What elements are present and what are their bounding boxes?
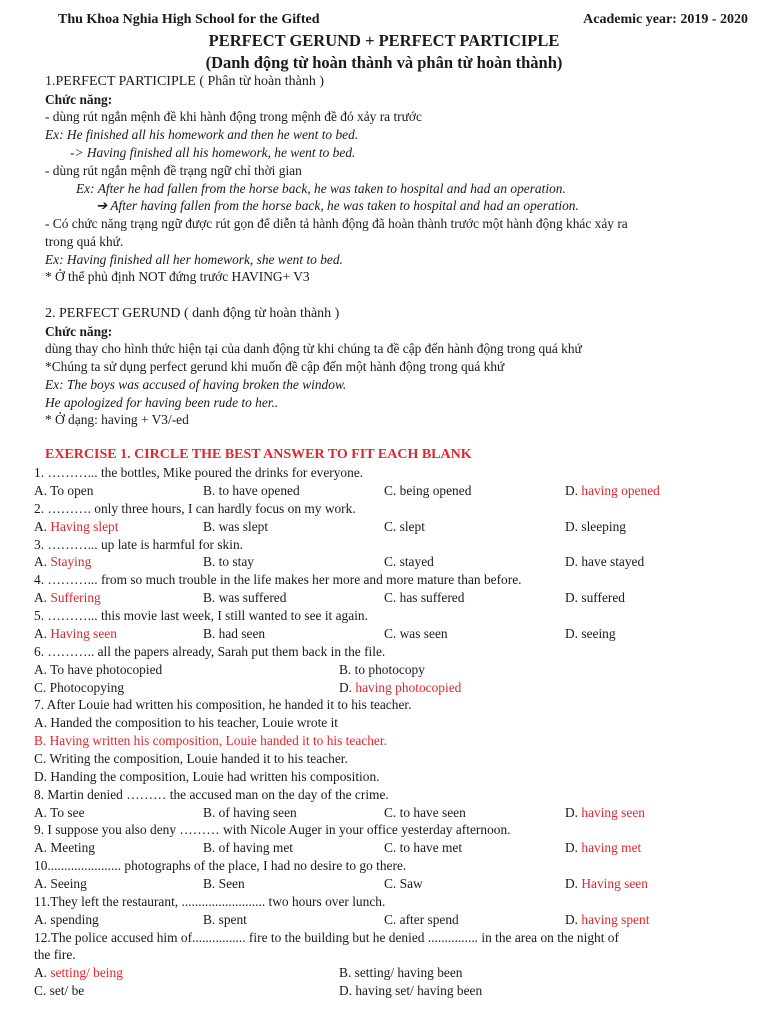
- q12-option-a[interactable]: [34, 964, 123, 982]
- option-letter: D.: [565, 840, 582, 855]
- question-12: 12.The police accused him of................ fire to the building but he denied ............... in the area on the night of: [34, 930, 619, 945]
- q11-option-a[interactable]: A. spending: [34, 912, 99, 927]
- page-title: PERFECT GERUND + PERFECT PARTICIPLE: [208, 31, 560, 50]
- q11-option-b[interactable]: B. spent: [203, 912, 247, 927]
- correct-answer: having seen: [581, 805, 645, 820]
- correct-answer: setting/ being: [50, 965, 123, 980]
- q12-option-c[interactable]: C. set/ be: [34, 983, 85, 998]
- question-10: 10...................... photographs of the place, I had no desire to go there.: [34, 858, 407, 873]
- section2-heading: 2. PERFECT GERUND ( danh động từ hoàn thành ): [45, 306, 340, 321]
- page-header: [58, 12, 748, 30]
- question-2: 2. ………. only three hours, I can hardly focus on my work.: [34, 501, 356, 516]
- q9-option-b[interactable]: B. of having met: [203, 840, 294, 855]
- exercise-heading: EXERCISE 1. CIRCLE THE BEST ANSWER TO FIT EACH BLANK: [45, 447, 472, 462]
- option-letter: B.: [34, 733, 50, 748]
- question-4: 4. ………... from so much trouble in the life makes her more and more mature than before.: [34, 572, 522, 587]
- q9-option-d[interactable]: [565, 839, 641, 857]
- section1-heading: 1.PERFECT PARTICIPLE ( Phân từ hoàn thành ): [45, 74, 324, 89]
- section1-function-label: Chức năng:: [45, 92, 113, 107]
- option-letter: D.: [565, 912, 582, 927]
- section1-line: - dùng rút ngắn mệnh đề trạng ngữ chỉ thời gian: [45, 163, 302, 178]
- q2-option-a[interactable]: [34, 518, 118, 536]
- academic-year: Academic year: 2019 - 2020: [583, 12, 748, 27]
- option-letter: A.: [34, 590, 51, 605]
- q3-option-a[interactable]: [34, 553, 91, 571]
- correct-answer: having photocopied: [355, 680, 462, 695]
- q7-option-a[interactable]: A. Handed the composition to his teacher, Louie wrote it: [34, 715, 339, 730]
- q8-option-b[interactable]: B. of having seen: [203, 805, 297, 820]
- correct-answer: Staying: [50, 554, 92, 569]
- correct-answer: Having written his composition, Louie handed it to his teacher.: [49, 733, 387, 748]
- question-9: 9. I suppose you also deny ……… with Nicole Auger in your office yesterday afternoon.: [34, 822, 511, 837]
- q7-option-c[interactable]: C. Writing the composition, Louie handed it to his teacher.: [34, 751, 348, 766]
- q8-option-a[interactable]: A. To see: [34, 805, 85, 820]
- q4-option-d[interactable]: D. suffered: [565, 590, 625, 605]
- option-letter: D.: [565, 876, 582, 891]
- q3-option-c[interactable]: C. stayed: [384, 554, 434, 569]
- q3-option-d[interactable]: D. have stayed: [565, 554, 645, 569]
- section2-line: *Chúng ta sử dụng perfect gerund khi muốn đề cập đến một hành động trong quá khứ: [45, 359, 505, 374]
- q7-option-d[interactable]: D. Handing the composition, Louie had written his composition.: [34, 769, 380, 784]
- correct-answer: having spent: [581, 912, 650, 927]
- question-3: 3. ………... up late is harmful for skin.: [34, 537, 244, 552]
- question-7: 7. After Louie had written his composition, he handed it to his teacher.: [34, 697, 412, 712]
- section1-line: - dùng rút ngắn mệnh đề khi hành động trong mệnh đề đó xảy ra trước: [45, 109, 422, 124]
- question-6: 6. ……….. all the papers already, Sarah put them back in the file.: [34, 644, 386, 659]
- question-8: 8. Martin denied ……… the accused man on the day of the crime.: [34, 787, 389, 802]
- correct-answer: Having seen: [581, 876, 648, 891]
- correct-answer: having opened: [581, 483, 660, 498]
- q1-option-a[interactable]: A. To open: [34, 483, 94, 498]
- option-letter: D.: [339, 680, 356, 695]
- option-letter: A.: [34, 626, 51, 641]
- question-12-continued: the fire.: [34, 947, 76, 962]
- q10-option-b[interactable]: B. Seen: [203, 876, 245, 891]
- option-letter: D.: [565, 805, 582, 820]
- q7-option-b[interactable]: [34, 732, 387, 750]
- q4-option-a[interactable]: [34, 589, 101, 607]
- q12-option-b[interactable]: B. setting/ having been: [339, 965, 463, 980]
- q6-option-c[interactable]: C. Photocopying: [34, 680, 125, 695]
- q1-option-d[interactable]: [565, 482, 660, 500]
- correct-answer: Having slept: [50, 519, 119, 534]
- q11-option-d[interactable]: [565, 911, 649, 929]
- q2-option-d[interactable]: D. sleeping: [565, 519, 626, 534]
- option-letter: A.: [34, 554, 51, 569]
- section2-function-label: Chức năng:: [45, 324, 113, 339]
- q2-option-b[interactable]: B. was slept: [203, 519, 269, 534]
- q10-option-d[interactable]: [565, 875, 648, 893]
- page-subtitle: (Danh động từ hoàn thành và phân từ hoàn thành): [205, 53, 563, 72]
- section1-example: Ex: After he had fallen from the horse back, he was taken to hospital and had an operation.: [76, 181, 566, 196]
- option-letter: A.: [34, 519, 51, 534]
- section1-example: Ex: He finished all his homework and then he went to bed.: [45, 127, 359, 142]
- q1-option-c[interactable]: C. being opened: [384, 483, 472, 498]
- section2-example: He apologized for having been rude to her..: [45, 395, 279, 410]
- section1-line: trong quá khứ.: [45, 234, 124, 249]
- q4-option-c[interactable]: C. has suffered: [384, 590, 465, 605]
- q6-option-a[interactable]: A. To have photocopied: [34, 662, 163, 677]
- q6-option-b[interactable]: B. to photocopy: [339, 662, 425, 677]
- option-letter: A.: [34, 965, 51, 980]
- q5-option-a[interactable]: [34, 625, 117, 643]
- option-letter: D.: [565, 483, 582, 498]
- section1-example: -> Having finished all his homework, he went to bed.: [70, 145, 356, 160]
- q5-option-d[interactable]: D. seeing: [565, 626, 616, 641]
- q11-option-c[interactable]: C. after spend: [384, 912, 459, 927]
- q10-option-c[interactable]: C. Saw: [384, 876, 423, 891]
- q9-option-a[interactable]: A. Meeting: [34, 840, 95, 855]
- q10-option-a[interactable]: A. Seeing: [34, 876, 87, 891]
- correct-answer: Suffering: [50, 590, 101, 605]
- question-1: 1. ………... the bottles, Mike poured the drinks for everyone.: [34, 465, 364, 480]
- q5-option-b[interactable]: B. had seen: [203, 626, 266, 641]
- section2-line: dùng thay cho hình thức hiện tại của danh động từ khi chúng ta đề cập đến hành động trong quá khứ: [45, 341, 582, 356]
- question-5: 5. ………... this movie last week, I still wanted to see it again.: [34, 608, 368, 623]
- correct-answer: Having seen: [50, 626, 117, 641]
- q2-option-c[interactable]: C. slept: [384, 519, 425, 534]
- q6-option-d[interactable]: [339, 679, 461, 697]
- section1-example: Ex: Having finished all her homework, she went to bed.: [45, 252, 343, 267]
- q8-option-c[interactable]: C. to have seen: [384, 805, 466, 820]
- question-11: 11.They left the restaurant, ......................... two hours over lunch.: [34, 894, 386, 909]
- section1-note: * Ở thể phủ định NOT đứng trước HAVING+ V3: [45, 269, 310, 284]
- q8-option-d[interactable]: [565, 804, 645, 822]
- q1-option-b[interactable]: B. to have opened: [203, 483, 300, 498]
- q3-option-b[interactable]: B. to stay: [203, 554, 254, 569]
- school-name: Thu Khoa Nghia High School for the Gifted: [58, 12, 320, 27]
- section1-line: - Có chức năng trạng ngữ được rút gọn để diễn tả hành động đã hoàn thành trước một hành động khác xảy ra: [45, 216, 628, 231]
- correct-answer: having met: [581, 840, 642, 855]
- q12-option-d[interactable]: D. having set/ having been: [339, 983, 483, 998]
- section2-example: Ex: The boys was accused of having broken the window.: [45, 377, 347, 392]
- section2-note: * Ở dạng: having + V3/-ed: [45, 412, 189, 427]
- q9-option-c[interactable]: C. to have met: [384, 840, 463, 855]
- q5-option-c[interactable]: C. was seen: [384, 626, 448, 641]
- q4-option-b[interactable]: B. was suffered: [203, 590, 287, 605]
- section1-example: ➔ After having fallen from the horse back, he was taken to hospital and had an operation.: [96, 198, 579, 213]
